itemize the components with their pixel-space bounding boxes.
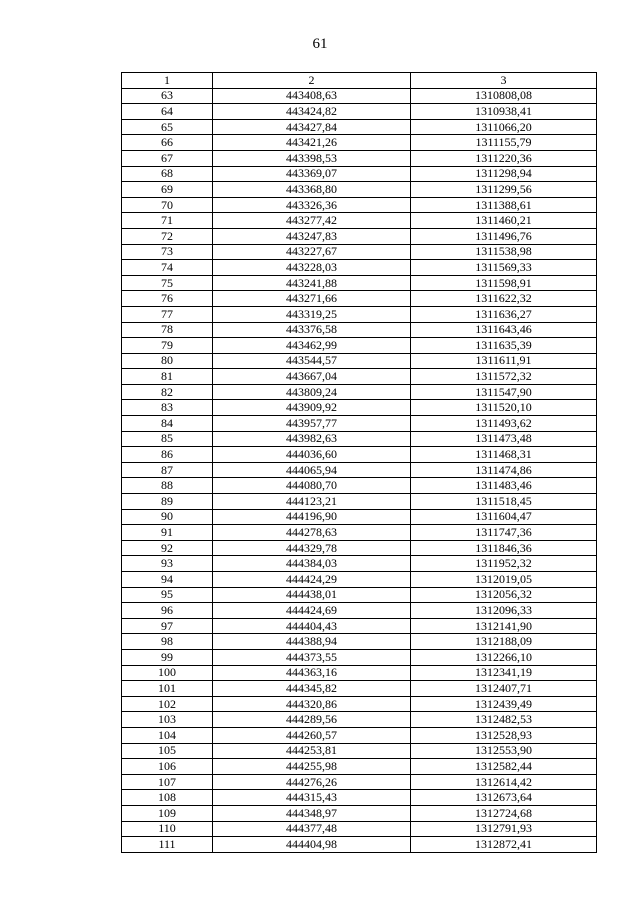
y-coordinate-cell: 1311643,46 [411,322,597,338]
point-number-cell: 97 [122,618,213,634]
table-row [122,322,597,338]
y-coordinate-cell: 1311952,32 [411,556,597,572]
point-number-cell: 80 [122,353,213,369]
x-coordinate-cell: 443228,03 [213,260,411,276]
table-row [122,135,597,151]
table-row [122,369,597,385]
y-coordinate-cell: 1311460,21 [411,213,597,229]
y-coordinate-cell: 1312407,71 [411,681,597,697]
point-number-cell: 72 [122,228,213,244]
table-row [122,384,597,400]
x-coordinate-cell: 443241,88 [213,275,411,291]
point-number-cell: 83 [122,400,213,416]
x-coordinate-cell: 443667,04 [213,369,411,385]
y-coordinate-cell: 1311846,36 [411,540,597,556]
table-row [122,556,597,572]
x-coordinate-cell: 443544,57 [213,353,411,369]
table-body [122,88,597,852]
x-coordinate-cell: 443809,24 [213,384,411,400]
x-coordinate-cell: 444348,97 [213,805,411,821]
y-coordinate-cell: 1311299,56 [411,182,597,198]
table-row [122,447,597,463]
point-number-cell: 91 [122,525,213,541]
y-coordinate-cell: 1312528,93 [411,727,597,743]
y-coordinate-cell: 1311520,10 [411,400,597,416]
point-number-cell: 81 [122,369,213,385]
table-row [122,291,597,307]
table-row [122,182,597,198]
x-coordinate-cell: 444289,56 [213,712,411,728]
x-coordinate-cell: 443319,25 [213,306,411,322]
point-number-cell: 106 [122,759,213,775]
table-row [122,119,597,135]
point-number-cell: 107 [122,774,213,790]
y-coordinate-cell: 1311598,91 [411,275,597,291]
point-number-cell: 101 [122,681,213,697]
x-coordinate-cell: 444329,78 [213,540,411,556]
x-coordinate-cell: 444424,29 [213,572,411,588]
point-number-cell: 82 [122,384,213,400]
point-number-cell: 70 [122,197,213,213]
table-row [122,228,597,244]
table-row [122,525,597,541]
x-coordinate-cell: 443247,83 [213,228,411,244]
y-coordinate-cell: 1311468,31 [411,447,597,463]
point-number-cell: 96 [122,603,213,619]
point-number-cell: 108 [122,790,213,806]
y-coordinate-cell: 1311473,48 [411,431,597,447]
x-coordinate-cell: 443421,26 [213,135,411,151]
point-number-cell: 75 [122,275,213,291]
point-number-cell: 99 [122,649,213,665]
point-number-cell: 90 [122,509,213,525]
y-coordinate-cell: 1312266,10 [411,649,597,665]
table-row [122,260,597,276]
y-coordinate-cell: 1311635,39 [411,338,597,354]
x-coordinate-cell: 444388,94 [213,634,411,650]
table-row [122,400,597,416]
y-coordinate-cell: 1312096,33 [411,603,597,619]
column-header-2: 2 [213,73,411,89]
x-coordinate-cell: 443271,66 [213,291,411,307]
point-number-cell: 86 [122,447,213,463]
x-coordinate-cell: 443982,63 [213,431,411,447]
y-coordinate-cell: 1312673,64 [411,790,597,806]
x-coordinate-cell: 444036,60 [213,447,411,463]
table-row [122,213,597,229]
table-row [122,649,597,665]
point-number-cell: 98 [122,634,213,650]
table-row [122,275,597,291]
x-coordinate-cell: 444315,43 [213,790,411,806]
table-row [122,104,597,120]
table-row [122,759,597,775]
x-coordinate-cell: 444384,03 [213,556,411,572]
table-row [122,244,597,260]
x-coordinate-cell: 444404,43 [213,618,411,634]
table-row [122,712,597,728]
y-coordinate-cell: 1312614,42 [411,774,597,790]
point-number-cell: 84 [122,416,213,432]
y-coordinate-cell: 1312482,53 [411,712,597,728]
x-coordinate-cell: 444373,55 [213,649,411,665]
table-row [122,431,597,447]
y-coordinate-cell: 1311298,94 [411,166,597,182]
point-number-cell: 68 [122,166,213,182]
point-number-cell: 64 [122,104,213,120]
point-number-cell: 73 [122,244,213,260]
y-coordinate-cell: 1311572,32 [411,369,597,385]
y-coordinate-cell: 1311604,47 [411,509,597,525]
point-number-cell: 92 [122,540,213,556]
point-number-cell: 66 [122,135,213,151]
table-row [122,338,597,354]
x-coordinate-cell: 444404,98 [213,837,411,853]
x-coordinate-cell: 444424,69 [213,603,411,619]
y-coordinate-cell: 1312553,90 [411,743,597,759]
point-number-cell: 105 [122,743,213,759]
coordinates-table [121,72,597,853]
table-row [122,821,597,837]
y-coordinate-cell: 1312141,90 [411,618,597,634]
x-coordinate-cell: 444276,26 [213,774,411,790]
table-row [122,587,597,603]
table-row [122,540,597,556]
x-coordinate-cell: 443277,42 [213,213,411,229]
x-coordinate-cell: 444363,16 [213,665,411,681]
point-number-cell: 74 [122,260,213,276]
y-coordinate-cell: 1312439,49 [411,696,597,712]
y-coordinate-cell: 1311569,33 [411,260,597,276]
y-coordinate-cell: 1312582,44 [411,759,597,775]
x-coordinate-cell: 443398,53 [213,150,411,166]
point-number-cell: 100 [122,665,213,681]
y-coordinate-cell: 1311622,32 [411,291,597,307]
table-row [122,572,597,588]
y-coordinate-cell: 1311220,36 [411,150,597,166]
y-coordinate-cell: 1312188,09 [411,634,597,650]
point-number-cell: 110 [122,821,213,837]
table-row [122,790,597,806]
y-coordinate-cell: 1311388,61 [411,197,597,213]
x-coordinate-cell: 443909,92 [213,400,411,416]
point-number-cell: 71 [122,213,213,229]
y-coordinate-cell: 1311636,27 [411,306,597,322]
x-coordinate-cell: 444253,81 [213,743,411,759]
x-coordinate-cell: 444123,21 [213,494,411,510]
table-row [122,681,597,697]
page-number: 61 [312,36,328,52]
table-row [122,509,597,525]
table-row [122,743,597,759]
column-header-3: 3 [411,73,597,89]
table-row [122,665,597,681]
y-coordinate-cell: 1311066,20 [411,119,597,135]
x-coordinate-cell: 443408,63 [213,88,411,104]
point-number-cell: 63 [122,88,213,104]
table-row [122,166,597,182]
x-coordinate-cell: 444278,63 [213,525,411,541]
table-row [122,603,597,619]
x-coordinate-cell: 443369,07 [213,166,411,182]
x-coordinate-cell: 443957,77 [213,416,411,432]
x-coordinate-cell: 444320,86 [213,696,411,712]
point-number-cell: 102 [122,696,213,712]
table-row [122,805,597,821]
table-row [122,494,597,510]
y-coordinate-cell: 1311483,46 [411,478,597,494]
table-header-row [122,73,597,89]
y-coordinate-cell: 1311611,91 [411,353,597,369]
y-coordinate-cell: 1311538,98 [411,244,597,260]
y-coordinate-cell: 1311493,62 [411,416,597,432]
y-coordinate-cell: 1312341,19 [411,665,597,681]
point-number-cell: 79 [122,338,213,354]
point-number-cell: 76 [122,291,213,307]
y-coordinate-cell: 1312056,32 [411,587,597,603]
point-number-cell: 67 [122,150,213,166]
column-header-1: 1 [122,73,213,89]
y-coordinate-cell: 1310938,41 [411,104,597,120]
y-coordinate-cell: 1311155,79 [411,135,597,151]
table-row [122,197,597,213]
table-row [122,727,597,743]
y-coordinate-cell: 1312791,93 [411,821,597,837]
table-row [122,416,597,432]
y-coordinate-cell: 1310808,08 [411,88,597,104]
point-number-cell: 111 [122,837,213,853]
point-number-cell: 69 [122,182,213,198]
x-coordinate-cell: 444377,48 [213,821,411,837]
y-coordinate-cell: 1311518,45 [411,494,597,510]
point-number-cell: 93 [122,556,213,572]
y-coordinate-cell: 1311747,36 [411,525,597,541]
x-coordinate-cell: 444345,82 [213,681,411,697]
point-number-cell: 78 [122,322,213,338]
y-coordinate-cell: 1312724,68 [411,805,597,821]
table-row [122,478,597,494]
y-coordinate-cell: 1312872,41 [411,837,597,853]
x-coordinate-cell: 444438,01 [213,587,411,603]
y-coordinate-cell: 1311474,86 [411,462,597,478]
table-row [122,150,597,166]
point-number-cell: 94 [122,572,213,588]
y-coordinate-cell: 1311496,76 [411,228,597,244]
point-number-cell: 104 [122,727,213,743]
x-coordinate-cell: 443326,36 [213,197,411,213]
table-row [122,634,597,650]
table-row [122,837,597,853]
point-number-cell: 89 [122,494,213,510]
table-row [122,462,597,478]
x-coordinate-cell: 444196,90 [213,509,411,525]
table-row [122,618,597,634]
table-row [122,88,597,104]
x-coordinate-cell: 443376,58 [213,322,411,338]
point-number-cell: 65 [122,119,213,135]
point-number-cell: 87 [122,462,213,478]
table-row [122,353,597,369]
x-coordinate-cell: 444080,70 [213,478,411,494]
x-coordinate-cell: 443427,84 [213,119,411,135]
y-coordinate-cell: 1311547,90 [411,384,597,400]
x-coordinate-cell: 444255,98 [213,759,411,775]
x-coordinate-cell: 443368,80 [213,182,411,198]
table-row [122,774,597,790]
y-coordinate-cell: 1312019,05 [411,572,597,588]
x-coordinate-cell: 444065,94 [213,462,411,478]
point-number-cell: 95 [122,587,213,603]
x-coordinate-cell: 444260,57 [213,727,411,743]
x-coordinate-cell: 443227,67 [213,244,411,260]
table-row [122,306,597,322]
point-number-cell: 109 [122,805,213,821]
table-row [122,696,597,712]
x-coordinate-cell: 443462,99 [213,338,411,354]
point-number-cell: 85 [122,431,213,447]
point-number-cell: 103 [122,712,213,728]
point-number-cell: 88 [122,478,213,494]
point-number-cell: 77 [122,306,213,322]
x-coordinate-cell: 443424,82 [213,104,411,120]
